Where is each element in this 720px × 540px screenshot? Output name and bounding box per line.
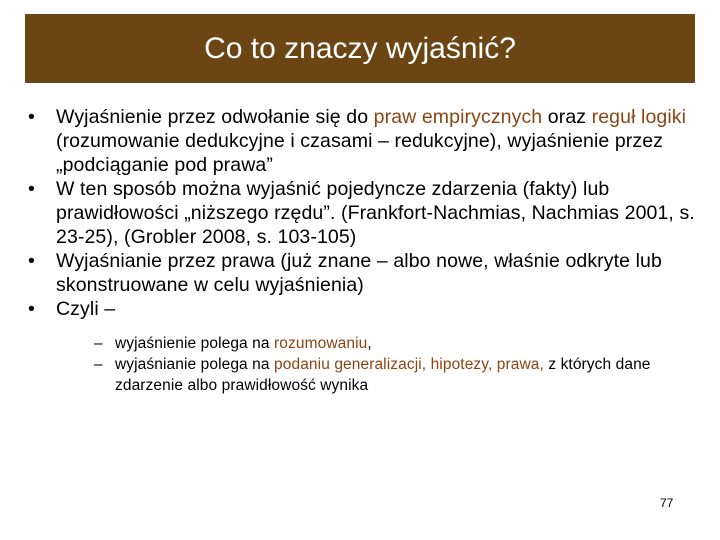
sub-text: wyjaśnienie polega na [115, 335, 275, 352]
bullet-text: oraz [542, 106, 592, 128]
bullet-item [28, 105, 708, 177]
sub-text: , [367, 335, 372, 352]
bullet-text: Wyjaśnienie przez odwołanie się do [56, 106, 374, 128]
bullet-text: Czyli – [56, 298, 116, 320]
highlight-text: praw empirycznych [373, 106, 543, 128]
highlight-text: podaniu generalizacji, hipotezy, prawa, [274, 356, 544, 373]
sub-text: wyjaśnianie polega na [115, 356, 275, 373]
sub-list [56, 333, 708, 396]
sub-item [56, 333, 708, 354]
slide-title: Co to znaczy wyjaśnić? [204, 31, 516, 65]
dash-marker: – [94, 335, 103, 352]
sub-item [56, 354, 708, 396]
bullet-item [28, 177, 708, 249]
bullet-text: W ten sposób można wyjaśnić pojedyncze zdarzenia (fakty) lub prawidłowości „niższego rzędu”. (Frankfort-Nachmias, Nachmias 2001, s. 23-25), (Grobler 2008, s. 103-105) [56, 178, 695, 248]
dash-marker: – [94, 356, 103, 373]
sub-text: z których dane zdarzenie albo prawidłowość wynika [115, 356, 651, 394]
bullet-list [28, 105, 708, 396]
bullet-item [28, 297, 708, 396]
title-bar [25, 14, 695, 83]
bullet-item [28, 249, 708, 297]
bullet-text: (rozumowanie dedukcyjne i czasami – redukcyjne), wyjaśnienie przez „podciąganie pod prawa” [56, 130, 664, 176]
page-number: 77 [660, 496, 674, 510]
highlight-text: rozumowaniu [274, 335, 368, 352]
highlight-text: reguł logiki [591, 106, 687, 128]
bullet-text: Wyjaśnianie przez prawa (już znane – albo nowe, właśnie odkryte lub skonstruowane w celu wyjaśnienia) [56, 250, 662, 296]
